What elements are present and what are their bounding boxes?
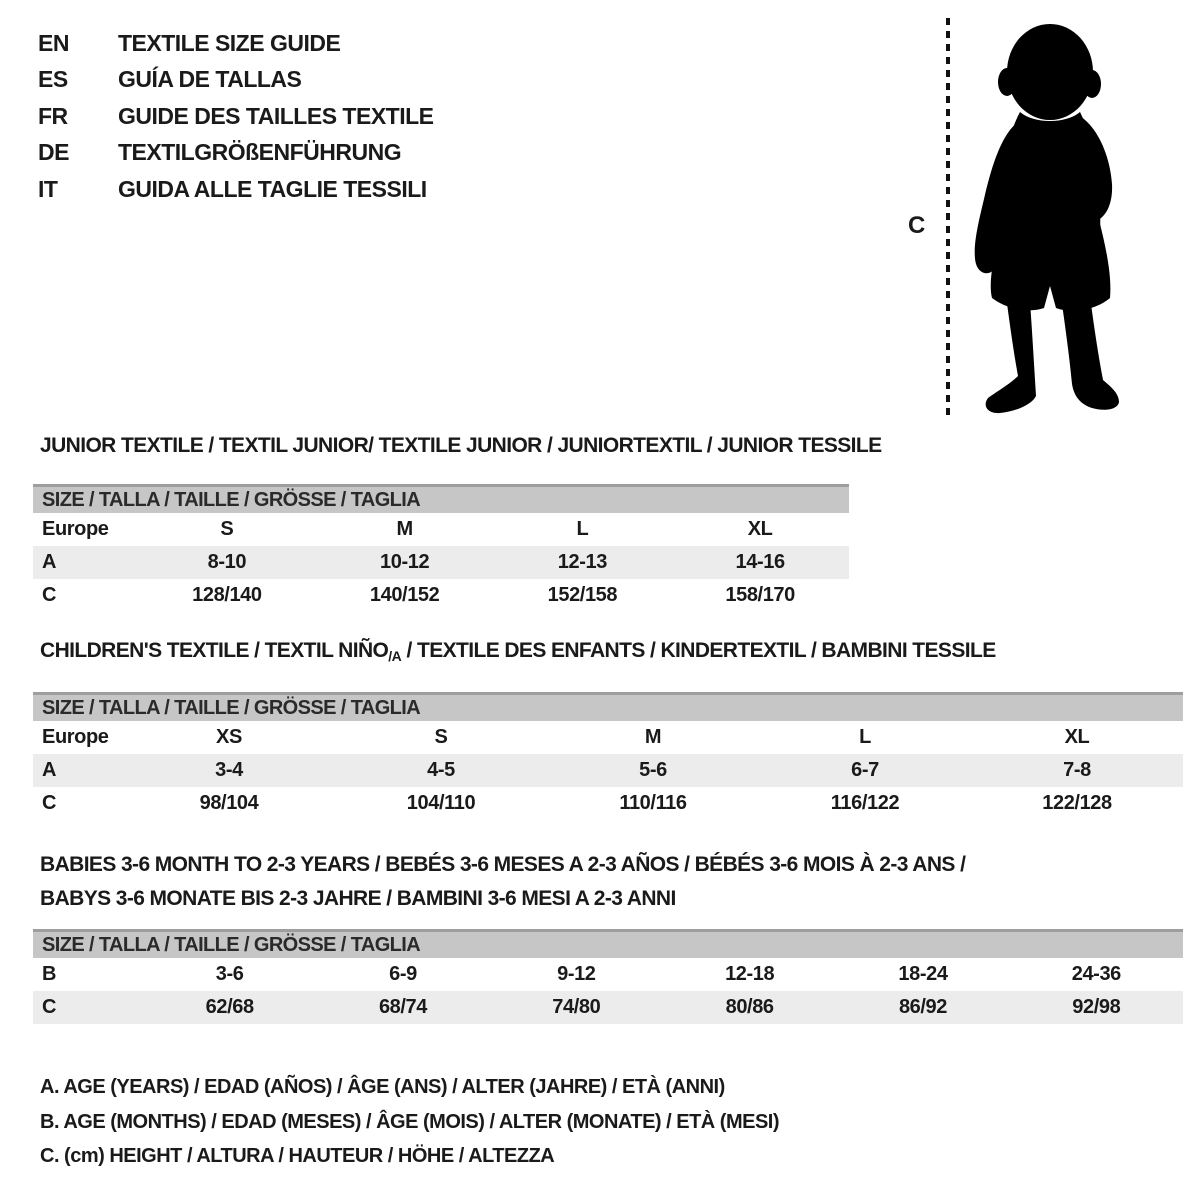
table-row — [33, 991, 1183, 1024]
size-header-bar — [33, 692, 1183, 721]
value-cell: M — [396, 518, 413, 540]
value-cell: 12-18 — [725, 963, 775, 985]
height-measure-label: C — [908, 212, 926, 239]
babies-heading — [40, 848, 965, 916]
height-dashed-line — [944, 16, 952, 420]
row-label-cell: C — [42, 996, 57, 1018]
value-cell: L — [859, 726, 871, 748]
language-row — [38, 62, 434, 99]
language-title: GUÍA DE TALLAS — [118, 66, 302, 93]
value-cell: 10-12 — [380, 551, 430, 573]
value-cell: 158/170 — [725, 584, 795, 606]
value-cell: XL — [1064, 726, 1090, 748]
language-title: TEXTILE SIZE GUIDE — [118, 29, 341, 56]
value-cell: 128/140 — [192, 584, 262, 606]
row-label-cell: C — [42, 792, 57, 814]
value-cell: 7-8 — [1063, 759, 1091, 781]
children-size-table — [33, 692, 1183, 820]
junior-table — [33, 513, 849, 612]
table-row — [33, 958, 1183, 991]
children-heading-pre: CHILDREN'S TEXTILE / TEXTIL NIÑO — [40, 639, 389, 662]
toddler-silhouette — [962, 12, 1144, 422]
table-row — [33, 721, 1183, 754]
value-cell: 80/86 — [725, 996, 774, 1018]
babies-size-table — [33, 929, 1183, 1024]
value-cell: 110/116 — [619, 792, 687, 814]
language-row — [38, 98, 434, 135]
row-label-cell: Europe — [42, 726, 109, 748]
value-cell: 74/80 — [552, 996, 601, 1018]
value-cell: 4-5 — [427, 759, 455, 781]
row-label-cell: A — [42, 759, 57, 781]
value-cell: L — [576, 518, 589, 540]
value-cell: 116/122 — [830, 792, 900, 814]
value-cell: 5-6 — [639, 759, 667, 781]
language-list — [38, 25, 434, 208]
language-row — [38, 25, 434, 62]
row-label-cell: Europe — [42, 518, 109, 540]
value-cell: 24-36 — [1071, 963, 1121, 985]
language-code: IT — [38, 175, 58, 202]
row-label-cell: C — [42, 584, 57, 606]
value-cell: 9-12 — [557, 963, 596, 985]
size-header-bar — [33, 929, 1183, 958]
size-header-label: SIZE / TALLA / TAILLE / GRÖSSE / TAGLIA — [42, 697, 421, 719]
value-cell: 98/104 — [199, 792, 259, 814]
language-code: ES — [38, 66, 68, 93]
value-cell: XS — [216, 726, 242, 748]
value-cell: 3-4 — [215, 759, 243, 781]
value-cell: S — [220, 518, 234, 540]
babies-heading-line2: BABYS 3-6 MONATE BIS 2-3 JAHRE / BAMBINI 3-6 MESI A 2-3 ANNI — [40, 887, 676, 910]
value-cell: M — [644, 726, 662, 748]
value-cell: S — [434, 726, 448, 748]
children-heading-sub: /A — [388, 648, 402, 664]
language-row — [38, 171, 434, 208]
row-label-cell: A — [42, 551, 57, 573]
value-cell: XL — [747, 518, 773, 540]
value-cell: 86/92 — [898, 996, 947, 1018]
legend — [40, 1070, 779, 1174]
value-cell: 3-6 — [215, 963, 244, 985]
value-cell: 8-10 — [207, 551, 247, 573]
children-heading — [40, 639, 996, 664]
children-heading-post: / TEXTILE DES ENFANTS / KINDERTEXTIL / BAMBINI TESSILE — [401, 639, 996, 662]
value-cell: 6-9 — [389, 963, 417, 985]
language-code: EN — [38, 29, 69, 56]
value-cell: 62/68 — [205, 996, 254, 1018]
language-title: GUIDA ALLE TAGLIE TESSILI — [118, 175, 427, 202]
value-cell: 12-13 — [557, 551, 607, 573]
babies-table — [33, 958, 1183, 1024]
table-row — [33, 513, 849, 546]
value-cell: 92/98 — [1072, 996, 1121, 1018]
language-title: TEXTILGRÖßENFÜHRUNG — [118, 139, 402, 166]
row-label-cell: B — [42, 963, 57, 985]
value-cell: 14-16 — [735, 551, 785, 573]
legend-line-a: A. AGE (YEARS) / EDAD (AÑOS) / ÂGE (ANS) / ALTER (JAHRE) / ETÀ (ANNI) — [40, 1076, 725, 1098]
value-cell: 104/110 — [406, 792, 476, 814]
babies-heading-line1: BABIES 3-6 MONTH TO 2-3 YEARS / BEBÉS 3-6 MESES A 2-3 AÑOS / BÉBÉS 3-6 MOIS À 2-3 ANS / — [40, 853, 966, 876]
table-row — [33, 579, 849, 612]
language-code: DE — [38, 139, 69, 166]
junior-heading: JUNIOR TEXTILE / TEXTIL JUNIOR/ TEXTILE JUNIOR / JUNIORTEXTIL / JUNIOR TESSILE — [40, 434, 882, 457]
value-cell: 68/74 — [378, 996, 428, 1018]
language-row — [38, 135, 434, 172]
language-title: GUIDE DES TAILLES TEXTILE — [118, 102, 434, 129]
value-cell: 140/152 — [369, 584, 440, 606]
size-header-label: SIZE / TALLA / TAILLE / GRÖSSE / TAGLIA — [42, 489, 421, 511]
value-cell: 6-7 — [851, 759, 879, 781]
value-cell: 152/158 — [547, 584, 618, 606]
size-header-label: SIZE / TALLA / TAILLE / GRÖSSE / TAGLIA — [42, 934, 421, 956]
table-row — [33, 546, 849, 579]
value-cell: 18-24 — [898, 963, 948, 985]
table-row — [33, 754, 1183, 787]
legend-line-b: B. AGE (MONTHS) / EDAD (MESES) / ÂGE (MOIS) / ALTER (MONATE) / ETÀ (MESI) — [40, 1110, 780, 1133]
size-header-bar — [33, 484, 849, 513]
language-code: FR — [38, 102, 68, 129]
table-row — [33, 787, 1183, 820]
children-table — [33, 721, 1183, 820]
value-cell: 122/128 — [1042, 792, 1112, 814]
junior-size-table — [33, 484, 849, 612]
legend-line-c: C. (cm) HEIGHT / ALTURA / HAUTEUR / HÖHE / ALTEZZA — [40, 1145, 555, 1167]
